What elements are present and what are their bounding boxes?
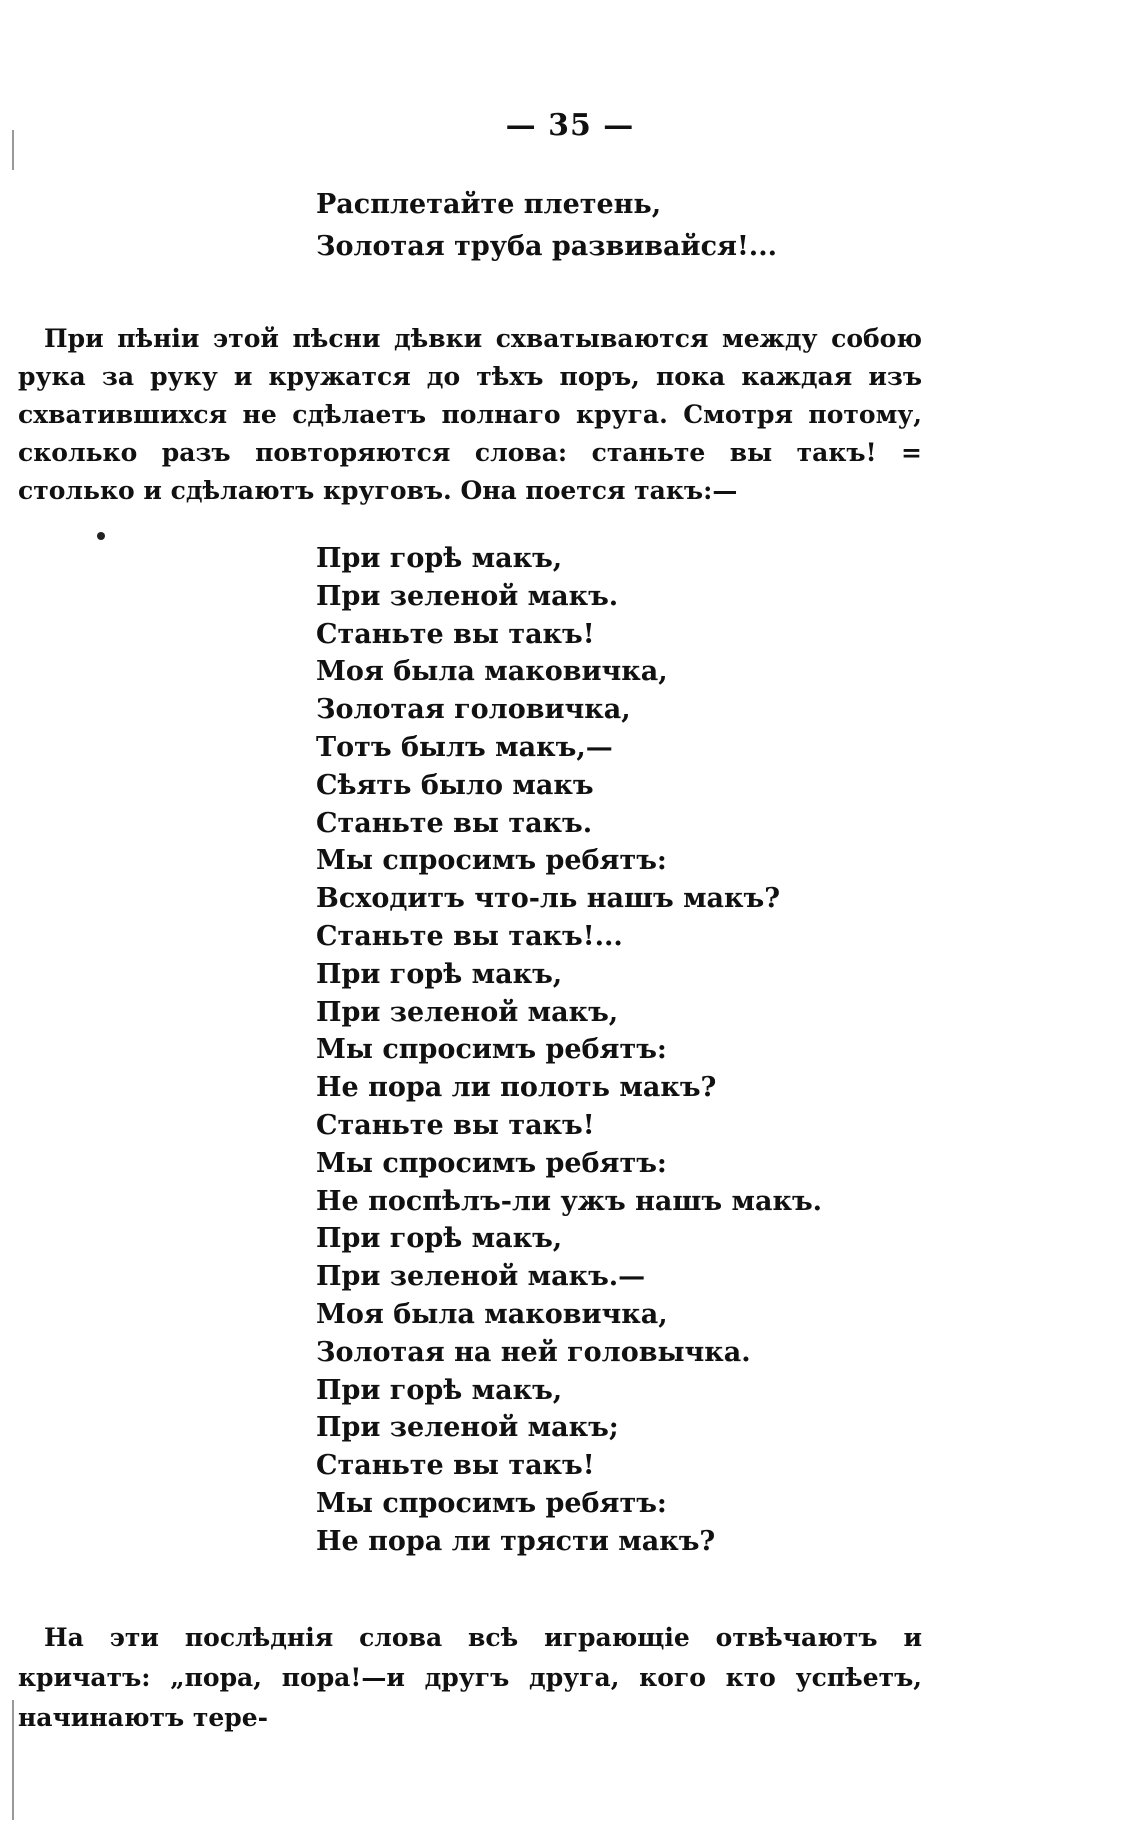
verse-line: Всходитъ что-ль нашъ макъ? [316, 883, 781, 915]
verse-line: При горѣ макъ, [316, 543, 563, 574]
page-number: — 35 — [505, 108, 635, 143]
paragraph: При пѣніи этой пѣсни дѣвки схватываются между собою рука за руку и кружатся до тѣхъ поръ, пока каждая изъ схватившихся не сдѣлаетъ полнаго круга. Смотря потому, сколько разъ повторяются слова: станьте вы такъ! = столько и сдѣлаютъ круговъ. Она поется такъ:— [18, 324, 922, 505]
verse-line: При зеленой макъ.— [316, 1261, 646, 1293]
verse-line: Станьте вы такъ. [316, 807, 593, 839]
paragraph: На эти послѣднія слова всѣ играющіе отвѣчаютъ и кричатъ: „пора, пора!—и другъ друга, кого кто успѣетъ, начинаютъ тере- [18, 1623, 922, 1732]
verse-main [316, 540, 822, 1561]
verse-line: Станьте вы такъ!... [316, 920, 623, 952]
verse-line: Не поспѣлъ-ли ужъ нашъ макъ. [316, 1185, 823, 1217]
verse-line: Сѣять было макъ [316, 769, 594, 801]
verse-line: Расплетайте плетень, [316, 189, 662, 220]
verse-line: Не пора ли полоть макъ? [316, 1072, 717, 1104]
verse-line: Станьте вы такъ! [316, 1109, 595, 1141]
verse-line: При зеленой макъ. [316, 580, 619, 612]
verse-line: Станьте вы такъ! [316, 1450, 595, 1482]
scan-edge-mark [12, 1700, 14, 1820]
ink-dot [97, 532, 105, 540]
verse-line: При горѣ макъ, [316, 1223, 563, 1255]
verse-line: Золотая на ней головычка. [316, 1336, 751, 1368]
verse-line: Мы спросимъ ребятъ: [316, 845, 667, 877]
verse-line: При горѣ макъ, [316, 1374, 563, 1406]
verse-line: Мы спросимъ ребятъ: [316, 1487, 667, 1519]
verse-line: Тотъ былъ макъ,— [316, 731, 613, 763]
verse-line: При зеленой макъ; [316, 1412, 619, 1444]
verse-line: При зеленой макъ, [316, 996, 619, 1028]
verse-line: Мы спросимъ ребятъ: [316, 1147, 667, 1179]
verse-top [316, 184, 777, 268]
verse-line: Золотая труба развивайся!... [316, 231, 778, 262]
verse-line: Мы спросимъ ребятъ: [316, 1034, 667, 1066]
verse-line: Станьте вы такъ! [316, 618, 595, 650]
verse-line: Не пора ли трясти макъ? [316, 1525, 716, 1557]
verse-line: Золотая головичка, [316, 694, 631, 726]
verse-line: При горѣ макъ, [316, 958, 563, 990]
verse-line: Моя была маковичка, [316, 1298, 668, 1330]
verse-line: Моя была маковичка, [316, 656, 668, 688]
